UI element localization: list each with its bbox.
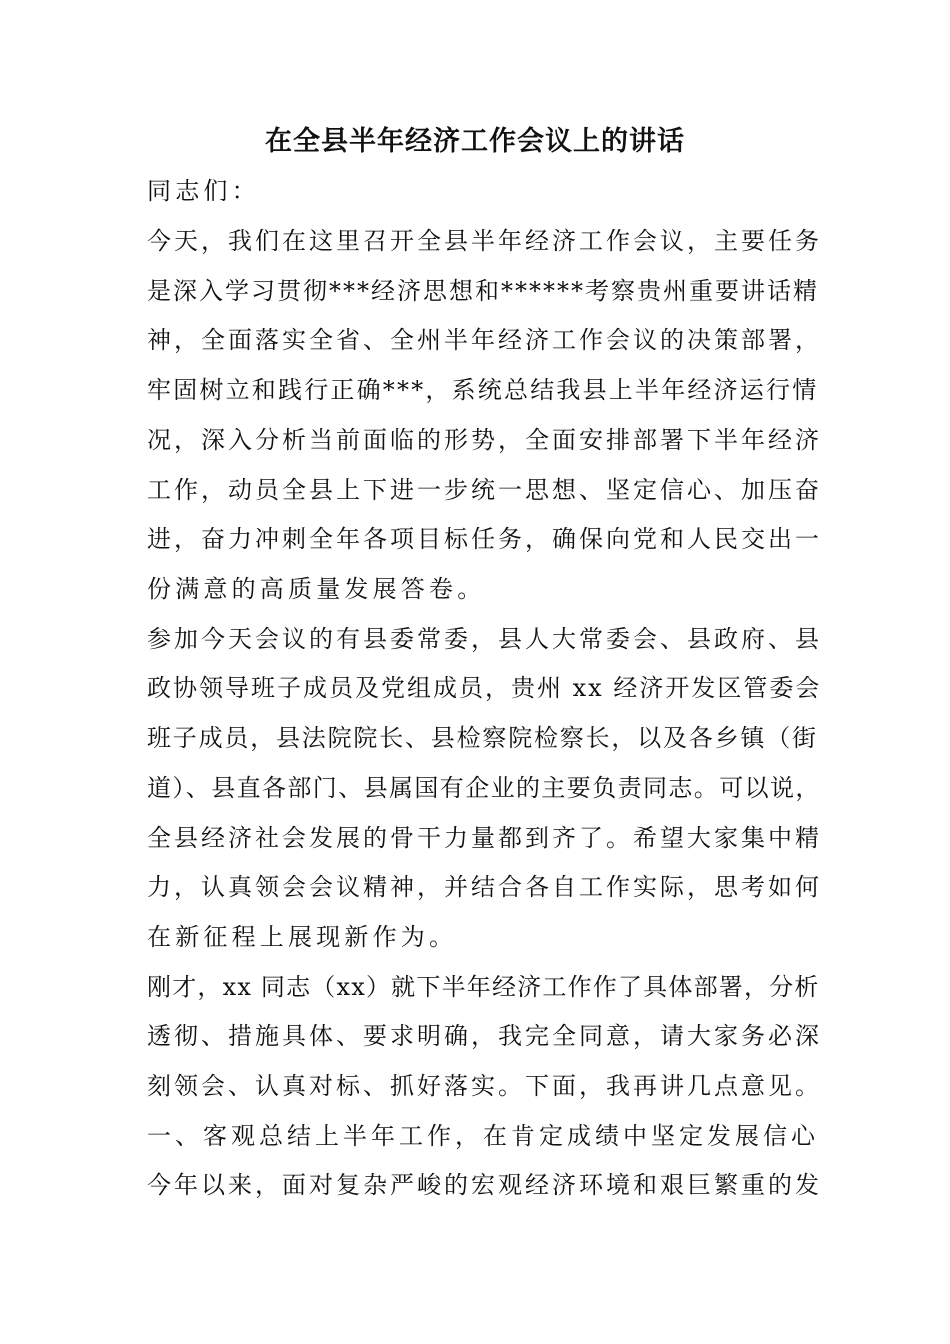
paragraph-line: 参加今天会议的有县委常委，县人大常委会、县政府、县 [147, 625, 822, 653]
paragraph-line: 况，深入分析当前面临的形势，全面安排部署下半年经济 [147, 426, 822, 454]
paragraph-line: 进，奋力冲刺全年各项目标任务，确保向党和人民交出一 [147, 525, 822, 553]
paragraph-line: 在新征程上展现新作为。 [147, 923, 458, 951]
salutation: 同志们： [147, 177, 260, 205]
paragraph-line: 牢固树立和践行正确***，系统总结我县上半年经济运行情 [147, 376, 819, 404]
section-heading: 一、客观总结上半年工作，在肯定成绩中坚定发展信心 [147, 1122, 819, 1150]
paragraph-line: 神，全面落实全省、全州半年经济工作会议的决策部署， [147, 326, 822, 354]
paragraph-line: 今天，我们在这里召开全县半年经济工作会议，主要任务 [147, 227, 822, 255]
paragraph-line: 今年以来，面对复杂严峻的宏观经济环境和艰巨繁重的发 [147, 1171, 822, 1199]
paragraph-line: 刻领会、认真对标、抓好落实。下面，我再讲几点意见。 [147, 1072, 822, 1100]
paragraph-line: 工作，动员全县上下进一步统一思想、坚定信心、加压奋 [147, 476, 822, 504]
paragraph-line: 力，认真领会会议精神，并结合各自工作实际，思考如何 [147, 873, 822, 901]
paragraph-line: 份满意的高质量发展答卷。 [147, 575, 486, 603]
paragraph-line: 刚才，xx 同志（xx）就下半年经济工作作了具体部署，分析 [147, 973, 820, 1001]
paragraph-line: 全县经济社会发展的骨干力量都到齐了。希望大家集中精 [147, 824, 822, 852]
paragraph-line: 政协领导班子成员及党组成员，贵州 xx 经济开发区管委会 [147, 674, 822, 702]
paragraph-line: 透彻、措施具体、要求明确，我完全同意，请大家务必深 [147, 1022, 822, 1050]
paragraph-line: 班子成员，县法院院长、县检察院检察长，以及各乡镇（街 [147, 724, 818, 752]
paragraph-line: 是深入学习贯彻***经济思想和******考察贵州重要讲话精 [147, 277, 819, 305]
paragraph-line: 道）、县直各部门、县属国有企业的主要负责同志。可以说， [147, 774, 821, 802]
document-title: 在全县半年经济工作会议上的讲话 [265, 126, 685, 157]
